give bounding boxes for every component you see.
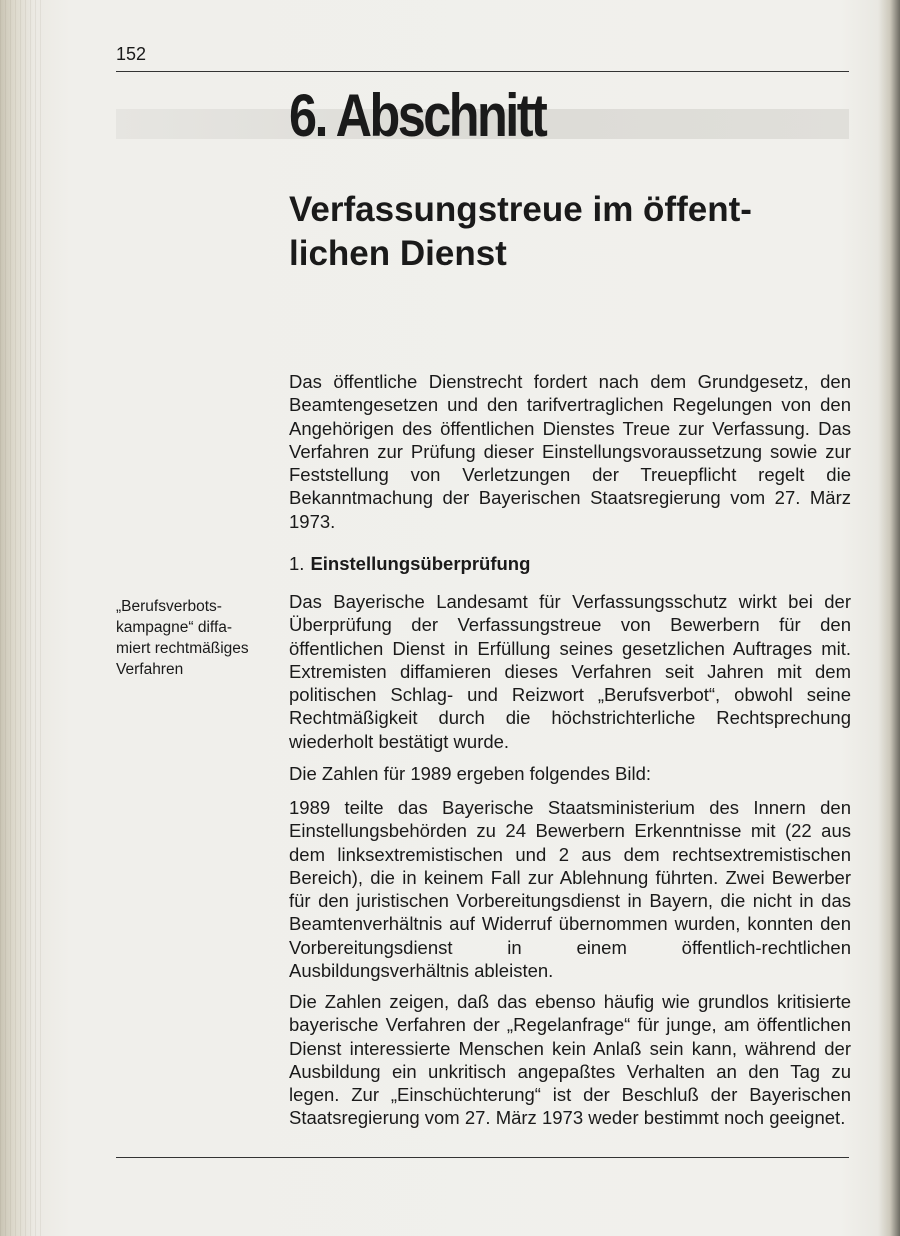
body-paragraph-3: 1989 teilte das Bayerische Staatsministerium des Innern den Einstellungsbehörden zu 24 Bewerbern Erkenntnisse mit (22 aus dem linksextremistischen und 2 aus dem rechtsextremistischen Bereich), die in keinem Fall zur Ablehnung führten. Zwei Bewerber für den juristischen Vorbereitungsdienst in Bayern, die nicht in das Beamtenverhältnis auf Widerruf übernommen wurden, konnten den Vorbereitungsdienst in einem öffentlich-rechtlichen Ausbildungsverhältnis ableisten. bbox=[289, 797, 851, 982]
bottom-rule bbox=[116, 1157, 849, 1158]
intro-paragraph: Das öffentliche Dienstrecht fordert nach dem Grundgesetz, den Beamtengesetzen und den tarifvertraglichen Regelungen von den Angehörigen des öffentlichen Dienstes Treue zur Verfassung. Das Verfahren zur Prüfung dieser Einstellungsvoraussetzung sowie zur Feststellung von Verletzungen der Treuepflicht regelt die Bekanntmachung der Bayerischen Staatsregierung vom 27. März 1973. bbox=[289, 371, 851, 532]
book-spine-edge bbox=[0, 0, 44, 1236]
page-number: 152 bbox=[116, 44, 147, 64]
body-paragraph-2: Die Zahlen für 1989 ergeben folgendes Bild: bbox=[289, 763, 652, 784]
body-paragraph-4: Die Zahlen zeigen, daß das ebenso häufig wie grundlos kritisierte bayerische Verfahren der „Regelanfrage“ für junge, am öffentlichen Dienst interessierte Menschen kein Anlaß sein kann, während der Ausbildung ein unkritisch angepaßtes Verhalten an den Tag zu legen. Zur „Einschüchterung“ ist der Beschluß der Bayerischen Staatsregierung vom 27. März 1973 weder bestimmt noch geeignet. bbox=[289, 991, 851, 1129]
margin-note: „Berufsverbots-kampagne“ diffa-miert rechtmäßiges Verfahren bbox=[116, 598, 249, 678]
top-rule bbox=[116, 71, 849, 72]
chapter-title: Verfassungstreue im öffent-lichen Dienst bbox=[289, 190, 752, 273]
section-heading: 6. Abschnitt bbox=[289, 82, 546, 149]
subsection-number: 1. bbox=[289, 553, 305, 574]
subsection-title: Einstellungsüberprüfung bbox=[310, 553, 531, 574]
subsection-heading bbox=[289, 553, 530, 575]
body-paragraph-1: Das Bayerische Landesamt für Verfassungsschutz wirkt bei der Überprüfung der Verfassungstreue von Bewerbern für den öffentlichen Dienst in Erfüllung seines gesetzlichen Auftrages mit. Extremisten diffamieren dieses Verfahren seit Jahren mit dem politischen Schlag- und Reizwort „Berufsverbot“, obwohl seine Rechtmäßigkeit durch die höchstrichterliche Rechtsprechung wiederholt bestätigt wurde. bbox=[289, 591, 851, 752]
